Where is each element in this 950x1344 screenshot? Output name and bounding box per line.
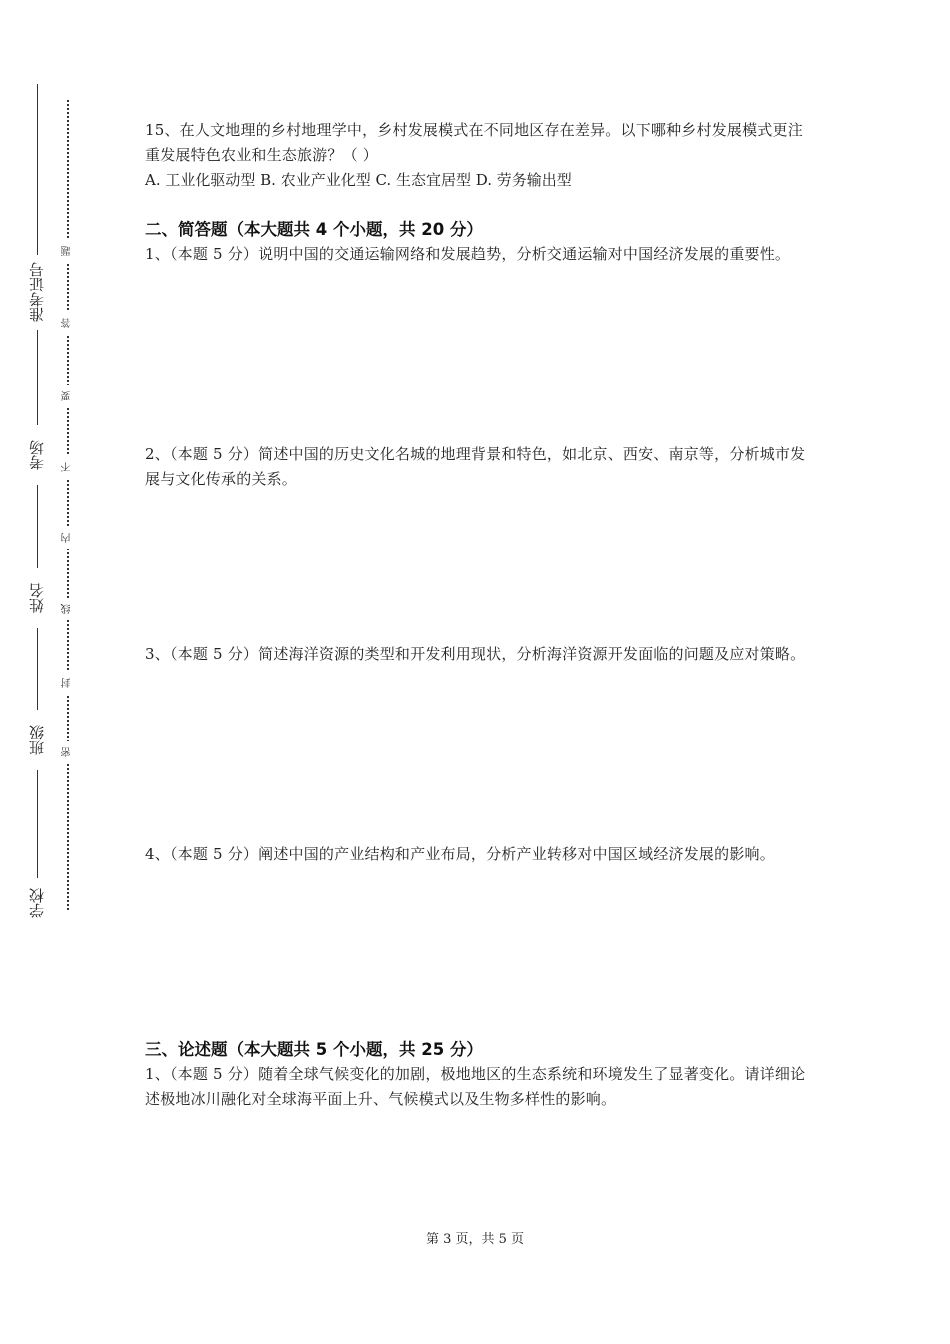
class-label: 班级 <box>20 710 54 770</box>
seal-char: 答 <box>58 312 78 334</box>
question-text: 15、在人文地理的乡村地理学中，乡村发展模式在不同地区存在差异。以下哪种乡村发展模式更注重发展特色农业和生态旅游？（ ） <box>145 121 803 164</box>
question-item <box>145 442 813 492</box>
question-text: 1、（本题 5 分）说明中国的交通运输网络和发展趋势，分析交通运输对中国经济发展的重要性。 <box>145 245 791 263</box>
student-name-label: 姓名 <box>20 568 54 628</box>
seal-char: 题 <box>58 240 78 262</box>
seal-char: 封 <box>58 672 78 694</box>
section-title: 三、论述题（本大题共 5 个小题，共 25 分） <box>145 1040 483 1059</box>
school-label: 学校 <box>20 878 54 928</box>
binding-margin <box>0 0 120 1344</box>
seal-char: 线 <box>58 598 78 620</box>
question-text: 3、（本题 5 分）简述海洋资源的类型和开发利用现状，分析海洋资源开发面临的问题及应对策略。 <box>145 645 806 663</box>
fill-in-line <box>37 84 38 904</box>
page-number: 第 3 页，共 5 页 <box>425 1232 525 1247</box>
seal-dotted-line <box>67 100 69 910</box>
seal-char: 要 <box>58 385 78 407</box>
section-short-answer <box>145 218 813 267</box>
question-text: 1、（本题 5 分）随着全球气候变化的加剧，极地地区的生态系统和环境发生了显著变化。请详细论述极地冰川融化对全球海平面上升、气候模式以及生物多样性的影响。 <box>145 1065 806 1108</box>
seal-char: 不 <box>58 456 78 478</box>
question-15 <box>145 118 813 193</box>
seal-char: 内 <box>58 527 78 549</box>
section-essay <box>145 1038 813 1112</box>
question-options: A. 工业化驱动型 B. 农业产业化型 C. 生态宜居型 D. 劳务输出型 <box>145 171 572 189</box>
seal-char: 密 <box>58 741 78 763</box>
question-item <box>145 642 813 667</box>
section-title: 二、简答题（本大题共 4 个小题，共 20 分） <box>145 220 483 239</box>
question-text: 4、（本题 5 分）阐述中国的产业结构和产业布局，分析产业转移对中国区域经济发展的影响。 <box>145 845 775 863</box>
question-item <box>145 842 813 867</box>
exam-room-label: 考场 <box>20 425 54 485</box>
exam-id-label: 准考证号 <box>20 255 54 330</box>
question-text: 2、（本题 5 分）简述中国的历史文化名城的地理背景和特色，如北京、西安、南京等，分析城市发展与文化传承的关系。 <box>145 445 806 488</box>
